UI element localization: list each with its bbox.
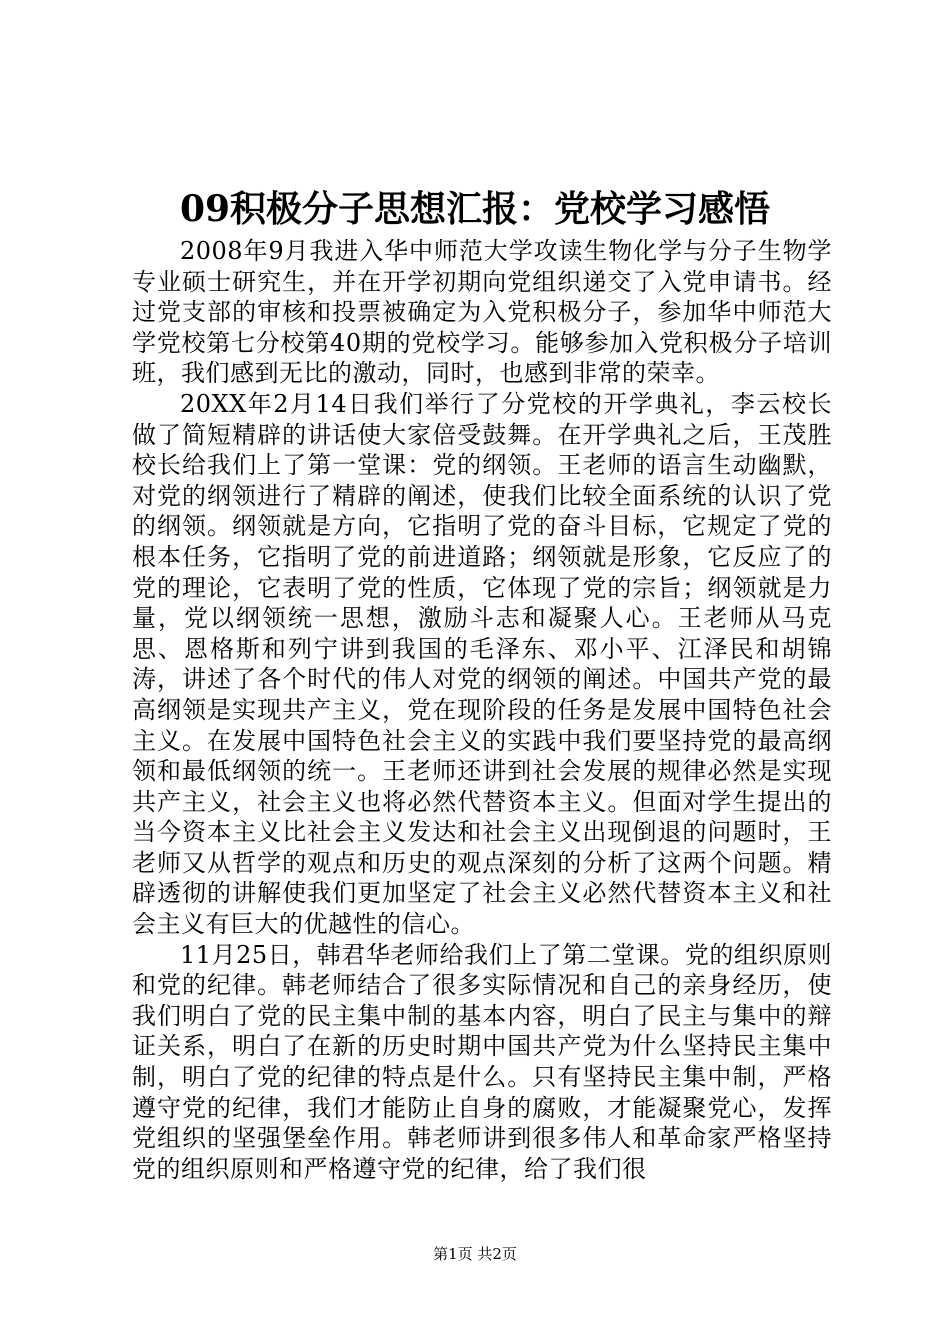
paragraph-3: 11月25日，韩君华老师给我们上了第二堂课。党的组织原则和党的纪律。韩老师结合了很多实际情况和自己的亲身经历，使我们明白了党的民主集中制的基本内容，明白了民主与集中的辩证关系，明白了在新的历史时期中国共产党为什么坚持民主集中制，明白了党的纪律的特点是什么。只有坚持民主集中制，严格遵守党的纪律，我们才能防止自身的腐败，才能凝聚党心，发挥党组织的坚强堡垒作用。韩老师讲到很多伟人和革命家严格坚持党的组织原则和严格遵守党的纪律，给了我们很 xyxy=(132,940,832,1183)
page-number: 第1页 共2页 xyxy=(433,1245,517,1263)
document-title: 09积极分子思想汇报：党校学习感悟 xyxy=(179,188,771,230)
document-body xyxy=(132,236,832,1184)
page-footer xyxy=(0,1244,950,1264)
paragraph-1: 2008年9月我进入华中师范大学攻读生物化学与分子生物学专业硕士研究生，并在开学初期向党组织递交了入党申请书。经过党支部的审核和投票被确定为入党积极分子，参加华中师范大学党校第七分校第40期的党校学习。能够参加入党积极分子培训班，我们感到无比的激动，同时，也感到非常的荣幸。 xyxy=(132,237,832,388)
paragraph-2: 20XX年2月14日我们举行了分党校的开学典礼，李云校长做了简短精辟的讲话使大家倍受鼓舞。在开学典礼之后，王茂胜校长给我们上了第一堂课：党的纲领。王老师的语言生动幽默，对党的纲领进行了精辟的阐述，使我们比较全面系统的认识了党的纲领。纲领就是方向，它指明了党的奋斗目标，它规定了党的根本任务，它指明了党的前进道路；纲领就是形象，它反应了的党的理论，它表明了党的性质，它体现了党的宗旨；纲领就是力量，党以纲领统一思想，激励斗志和凝聚人心。王老师从马克思、恩格斯和列宁讲到我国的毛泽东、邓小平、江泽民和胡锦涛，讲述了各个时代的伟人对党的纲领的阐述。中国共产党的最高纲领是实现共产主义，党在现阶段的任务是发展中国特色社会主义。在发展中国特色社会主义的实践中我们要坚持党的最高纲领和最低纲领的统一。王老师还讲到社会发展的规律必然是实现共产主义，社会主义也将必然代替资本主义。但面对学生提出的当今资本主义比社会主义发达和社会主义出现倒退的问题时，王老师又从哲学的观点和历史的观点深刻的分析了这两个问题。精辟透彻的讲解使我们更加坚定了社会主义必然代替资本主义和社会主义有巨大的优越性的信心。 xyxy=(132,389,832,939)
